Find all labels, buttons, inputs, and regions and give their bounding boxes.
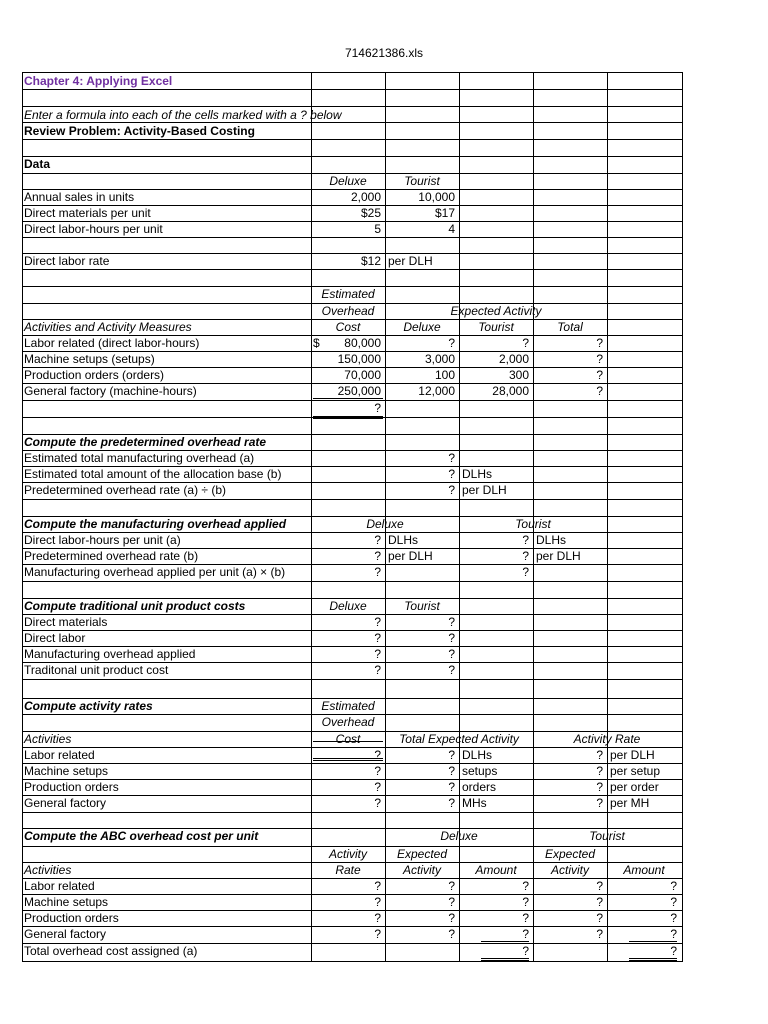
instruction-text[interactable]: Enter a formula into each of the cells marked with a ? below [24, 108, 342, 122]
hdr-expected-activity[interactable]: Expected Activity [450, 304, 542, 318]
rate-value[interactable]: ? [596, 748, 603, 762]
traditional-deluxe[interactable]: ? [374, 647, 381, 661]
rate-label[interactable]: General factory [24, 796, 107, 810]
row-line [22, 499, 683, 500]
activity-total[interactable]: ? [596, 336, 603, 350]
rate-cost[interactable]: ? [374, 780, 381, 794]
applied-tourist[interactable]: ? [522, 549, 529, 563]
rate-activity-unit[interactable]: DLHs [462, 748, 493, 762]
traditional-deluxe[interactable]: ? [374, 663, 381, 677]
double-underline [313, 758, 383, 761]
data-row-tourist[interactable]: 10,000 [418, 190, 455, 204]
traditional-label[interactable]: Manufacturing overhead applied [24, 647, 196, 661]
abc-hdr-tourist-expected[interactable]: Expected [544, 847, 596, 861]
applied-label[interactable]: Predetermined overhead rate (b) [24, 549, 199, 563]
rates-hdr-overhead[interactable]: Overhead [321, 715, 375, 729]
applied-label[interactable]: Manufacturing overhead applied per unit (a) × (b) [24, 565, 286, 579]
por-heading[interactable]: Compute the predetermined overhead rate [24, 435, 267, 449]
rate-value[interactable]: ? [596, 764, 603, 778]
traditional-tourist[interactable]: ? [448, 615, 455, 629]
abc-deluxe-amount[interactable]: ? [522, 927, 529, 941]
applied-deluxe-unit[interactable]: per DLH [388, 549, 433, 563]
hdr-estimated[interactable]: Estimated [321, 287, 375, 301]
abc-deluxe-amount[interactable]: ? [522, 895, 529, 909]
abc-tourist-amount[interactable]: ? [670, 927, 677, 941]
applied-tourist-unit[interactable]: DLHs [536, 533, 567, 547]
single-underline [313, 741, 383, 742]
activity-deluxe[interactable]: ? [448, 336, 455, 350]
activity-total[interactable]: ? [596, 368, 603, 382]
data-row-deluxe[interactable]: 5 [374, 222, 381, 236]
activity-label[interactable]: Production orders (orders) [24, 368, 165, 382]
por-label[interactable]: Estimated total amount of the allocation base (b) [24, 467, 282, 481]
labor-rate-value[interactable]: $12 [360, 254, 381, 268]
abc-label[interactable]: General factory [24, 927, 107, 941]
applied-tourist[interactable]: ? [522, 565, 529, 579]
abc-hdr-tourist-activity[interactable]: Activity [550, 863, 589, 877]
rate-activity[interactable]: ? [448, 748, 455, 762]
rate-unit[interactable]: per MH [610, 796, 650, 810]
rates-hdr-rate[interactable]: Activity Rate [573, 732, 641, 746]
traditional-heading[interactable]: Compute traditional unit product costs [24, 599, 246, 613]
por-value[interactable]: ? [448, 451, 455, 465]
abc-deluxe-amount[interactable]: ? [522, 879, 529, 893]
abc-hdr-deluxe-activity[interactable]: Activity [402, 863, 441, 877]
rate-unit[interactable]: per setup [610, 764, 661, 778]
abc-heading[interactable]: Compute the ABC overhead cost per unit [24, 829, 259, 843]
abc-tourist-amount[interactable]: ? [670, 879, 677, 893]
activity-tourist[interactable]: ? [522, 336, 529, 350]
activity-cost[interactable]: 250,000 [337, 384, 381, 398]
rate-activity[interactable]: ? [448, 780, 455, 794]
row-line [22, 679, 683, 680]
hdr-activities-measures[interactable]: Activities and Activity Measures [24, 320, 192, 334]
total-overhead-cost[interactable]: ? [374, 401, 381, 415]
traditional-label[interactable]: Direct labor [24, 631, 86, 645]
abc-tourist-amount[interactable]: ? [670, 911, 677, 925]
rate-cost[interactable]: ? [374, 748, 381, 762]
applied-deluxe-unit[interactable]: DLHs [388, 533, 419, 547]
abc-total-deluxe[interactable]: ? [522, 944, 529, 958]
data-row-label[interactable]: Direct labor-hours per unit [24, 222, 163, 236]
labor-rate-unit[interactable]: per DLH [388, 254, 433, 268]
row-line [22, 269, 683, 270]
abc-label[interactable]: Production orders [24, 911, 119, 925]
activity-label[interactable]: Labor related (direct labor-hours) [24, 336, 200, 350]
abc-tourist-activity[interactable]: ? [596, 879, 603, 893]
rates-hdr-cost[interactable]: Cost [335, 732, 361, 746]
abc-rate[interactable]: ? [374, 911, 381, 925]
abc-label[interactable]: Labor related [24, 879, 95, 893]
double-underline [481, 958, 529, 961]
applied-heading[interactable]: Compute the manufacturing overhead applied [24, 517, 287, 531]
file-name: 714621386.xls [344, 46, 424, 60]
abc-total-tourist[interactable]: ? [670, 944, 677, 958]
rates-hdr-estimated[interactable]: Estimated [321, 699, 375, 713]
rate-unit[interactable]: per DLH [610, 748, 655, 762]
abc-deluxe-activity[interactable]: ? [448, 895, 455, 909]
activity-total[interactable]: ? [596, 352, 603, 366]
rate-cost[interactable]: ? [374, 796, 381, 810]
data-row-deluxe[interactable]: 2,000 [350, 190, 381, 204]
single-underline [481, 941, 529, 942]
abc-hdr-rate[interactable]: Rate [335, 863, 361, 877]
por-label[interactable]: Estimated total manufacturing overhead (a) [24, 451, 255, 465]
rate-activity-unit[interactable]: orders [462, 780, 497, 794]
por-value[interactable]: ? [448, 467, 455, 481]
traditional-col-tourist[interactable]: Tourist [404, 599, 440, 613]
applied-tourist[interactable]: ? [522, 533, 529, 547]
hdr-total[interactable]: Total [557, 320, 583, 334]
activity-cost[interactable]: 150,000 [337, 352, 381, 366]
data-heading[interactable]: Data [24, 157, 51, 171]
row-line [22, 89, 683, 90]
data-row-deluxe[interactable]: $25 [360, 206, 381, 220]
spreadsheet-grid [22, 72, 683, 962]
traditional-col-deluxe[interactable]: Deluxe [329, 599, 367, 613]
data-row-label[interactable]: Annual sales in units [24, 190, 135, 204]
applied-deluxe[interactable]: ? [374, 533, 381, 547]
data-row-label[interactable]: Direct materials per unit [24, 206, 151, 220]
rate-value[interactable]: ? [596, 796, 603, 810]
applied-deluxe[interactable]: ? [374, 549, 381, 563]
labor-rate-label[interactable]: Direct labor rate [24, 254, 110, 268]
activity-total[interactable]: ? [596, 384, 603, 398]
rate-unit[interactable]: per order [610, 780, 659, 794]
abc-hdr-deluxe[interactable]: Deluxe [440, 829, 478, 843]
problem-title[interactable]: Review Problem: Activity-Based Costing [24, 124, 255, 138]
activity-cost[interactable]: 80,000 [344, 336, 381, 350]
activity-cost[interactable]: 70,000 [344, 368, 381, 382]
rates-heading[interactable]: Compute activity rates [24, 699, 153, 713]
applied-col-tourist[interactable]: Tourist [515, 517, 551, 531]
abc-hdr-activities[interactable]: Activities [24, 863, 72, 877]
activity-deluxe[interactable]: 3,000 [424, 352, 455, 366]
hdr-overhead[interactable]: Overhead [321, 304, 375, 318]
rate-activity-unit[interactable]: MHs [462, 796, 487, 810]
row-line [22, 139, 683, 140]
abc-hdr-deluxe-amount[interactable]: Amount [475, 863, 517, 877]
activity-cost-symbol[interactable]: $ [313, 336, 320, 350]
hdr-deluxe[interactable]: Deluxe [403, 320, 441, 334]
por-label[interactable]: Predetermined overhead rate (a) ÷ (b) [24, 483, 227, 497]
row-line [22, 812, 683, 813]
abc-hdr-deluxe-expected[interactable]: Expected [396, 847, 448, 861]
single-underline [629, 941, 677, 942]
data-col-deluxe[interactable]: Deluxe [329, 174, 367, 188]
row-line [22, 237, 683, 238]
data-col-tourist[interactable]: Tourist [404, 174, 440, 188]
data-row-tourist[interactable]: $17 [434, 206, 455, 220]
abc-rate[interactable]: ? [374, 927, 381, 941]
traditional-tourist[interactable]: ? [448, 663, 455, 677]
activity-deluxe[interactable]: 100 [434, 368, 455, 382]
por-unit[interactable]: DLHs [462, 467, 493, 481]
applied-deluxe[interactable]: ? [374, 565, 381, 579]
abc-tourist-amount[interactable]: ? [670, 895, 677, 909]
traditional-label[interactable]: Traditonal unit product cost [24, 663, 169, 677]
hdr-cost[interactable]: Cost [335, 320, 361, 334]
single-underline [313, 398, 383, 399]
row-line [22, 961, 683, 962]
double-underline [629, 958, 677, 961]
hdr-tourist[interactable]: Tourist [478, 320, 514, 334]
row-line [22, 581, 683, 582]
rate-label[interactable]: Labor related [24, 748, 95, 762]
data-row-tourist[interactable]: 4 [448, 222, 455, 236]
rate-activity[interactable]: ? [448, 796, 455, 810]
traditional-tourist[interactable]: ? [448, 647, 455, 661]
applied-label[interactable]: Direct labor-hours per unit (a) [24, 533, 181, 547]
traditional-label[interactable]: Direct materials [24, 615, 108, 629]
rate-label[interactable]: Machine setups [24, 764, 109, 778]
abc-tourist-activity[interactable]: ? [596, 895, 603, 909]
traditional-deluxe[interactable]: ? [374, 615, 381, 629]
activity-tourist[interactable]: 28,000 [492, 384, 529, 398]
applied-col-deluxe[interactable]: Deluxe [366, 517, 404, 531]
rate-value[interactable]: ? [596, 780, 603, 794]
row-line [22, 156, 683, 157]
abc-deluxe-activity[interactable]: ? [448, 911, 455, 925]
double-underline [313, 416, 383, 419]
traditional-deluxe[interactable]: ? [374, 631, 381, 645]
abc-rate[interactable]: ? [374, 895, 381, 909]
activity-deluxe[interactable]: 12,000 [418, 384, 455, 398]
abc-hdr-activity[interactable]: Activity [328, 847, 367, 861]
abc-total-label[interactable]: Total overhead cost assigned (a) [24, 944, 198, 958]
activity-tourist[interactable]: 2,000 [498, 352, 529, 366]
por-value[interactable]: ? [448, 483, 455, 497]
rate-activity[interactable]: ? [448, 764, 455, 778]
rate-label[interactable]: Production orders [24, 780, 119, 794]
abc-hdr-tourist[interactable]: Tourist [589, 829, 625, 843]
sheet-title[interactable]: Chapter 4: Applying Excel [24, 74, 173, 88]
abc-deluxe-amount[interactable]: ? [522, 911, 529, 925]
activity-label[interactable]: Machine setups (setups) [24, 352, 155, 366]
abc-label[interactable]: Machine setups [24, 895, 109, 909]
activity-tourist[interactable]: 300 [508, 368, 529, 382]
rates-hdr-activities[interactable]: Activities [24, 732, 72, 746]
applied-tourist-unit[interactable]: per DLH [536, 549, 581, 563]
abc-tourist-activity[interactable]: ? [596, 927, 603, 941]
rate-cost[interactable]: ? [374, 764, 381, 778]
abc-hdr-tourist-amount[interactable]: Amount [623, 863, 665, 877]
activity-label[interactable]: General factory (machine-hours) [24, 384, 197, 398]
rates-hdr-total-activity[interactable]: Total Expected Activity [399, 732, 519, 746]
abc-deluxe-activity[interactable]: ? [448, 927, 455, 941]
abc-deluxe-activity[interactable]: ? [448, 879, 455, 893]
traditional-tourist[interactable]: ? [448, 631, 455, 645]
rate-activity-unit[interactable]: setups [462, 764, 498, 778]
abc-tourist-activity[interactable]: ? [596, 911, 603, 925]
abc-rate[interactable]: ? [374, 879, 381, 893]
por-unit[interactable]: per DLH [462, 483, 507, 497]
